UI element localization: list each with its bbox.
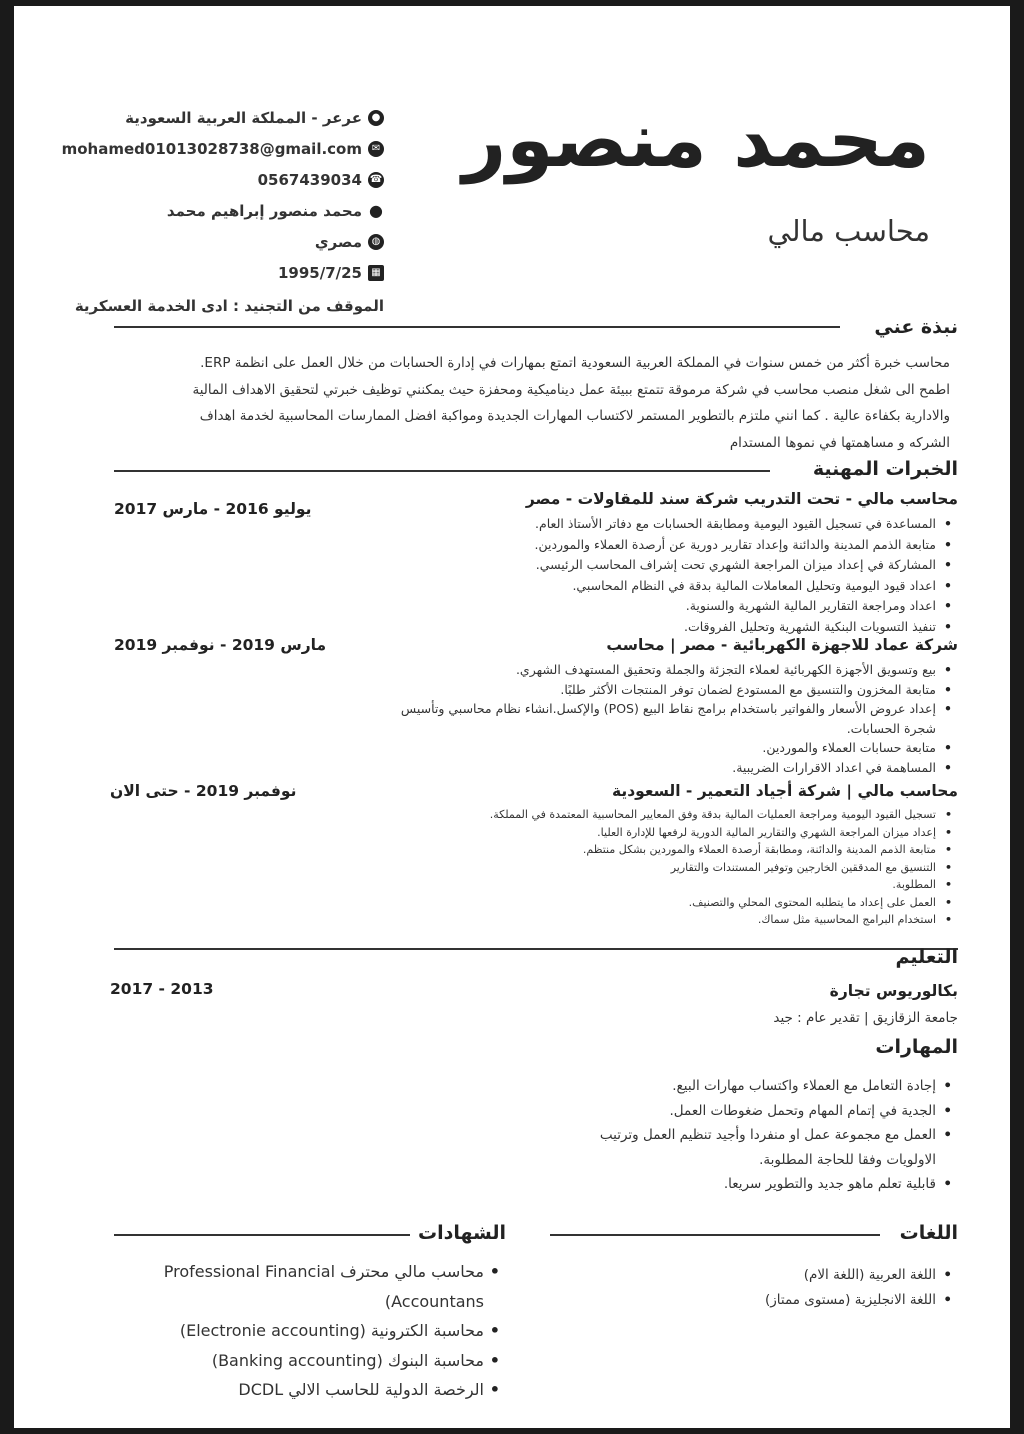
education-heading: التعليم xyxy=(895,946,958,968)
languages-heading: اللغات xyxy=(899,1222,958,1244)
list-item: • تسجيل القيود اليومية ومراجعة العمليات المالية بدقة وفق المعايير المحاسبية المعتمدة في المملكة. xyxy=(336,806,936,824)
languages-divider xyxy=(550,1234,880,1236)
resume-page xyxy=(14,6,1010,1428)
job-title: محاسب مالي xyxy=(767,214,930,248)
full-name-text: محمد منصور إبراهيم محمد xyxy=(166,201,362,220)
about-text xyxy=(110,350,950,456)
about-divider xyxy=(114,326,840,328)
contact-email[interactable] xyxy=(54,133,384,164)
person-icon: ● xyxy=(369,201,383,220)
list-item: • العمل مع مجموعة عمل او منفردا وأجيد تنظيم العمل وترتيب الاولويات وفقا للحاجة المطلوبة. xyxy=(586,1123,936,1172)
job-1-title: محاسب مالي - تحت التدريب شركة سند للمقاولات - مصر xyxy=(525,490,958,508)
phone-text[interactable]: 0567439034 xyxy=(257,170,362,189)
military-text: الموقف من التجنيد : ادى الخدمة العسكرية xyxy=(74,296,384,315)
certificates-heading: الشهادات xyxy=(417,1222,506,1244)
list-item: • محاسبة الكترونية (Electronie accounting) xyxy=(104,1316,484,1346)
list-item: • المساعدة في تسجيل القيود اليومية ومطابقة الحسابات مع دفاتر الأستاذ العام. xyxy=(376,514,936,535)
birth-date-text: 1995/7/25 xyxy=(277,263,362,282)
education-date: 2013 - 2017 xyxy=(110,980,214,998)
job-3-bullets xyxy=(336,806,958,929)
contact-nationality xyxy=(54,226,384,257)
list-item: • المساهمة في اعداد الاقرارات الضريبية. xyxy=(376,758,936,778)
job-2-bullets xyxy=(376,660,958,777)
education-details: جامعة الزقازيق | تقدير عام : جيد xyxy=(773,1010,958,1026)
job-2-date: مارس 2019 - نوفمبر 2019 xyxy=(114,636,327,654)
about-line: اطمح الى شغل منصب محاسب في شركة مرموقة تتمتع ببيئة عمل ديناميكية ومحفزة حيث يمكنني توظيف خبرتي لتحقيق الاهداف المالية xyxy=(192,381,950,398)
list-item: • إعداد عروض الأسعار والفواتير باستخدام برامج نقاط البيع (POS) والإكسل.انشاء نظام محاسبي وتأسيس شجرة الحسابات. xyxy=(376,699,936,738)
languages-list xyxy=(676,1263,958,1312)
certificates-divider xyxy=(114,1234,410,1236)
list-item: • الرخصة الدولية للحاسب الالي DCDL xyxy=(104,1375,484,1405)
nationality-text: مصري xyxy=(314,232,362,251)
skills-list xyxy=(586,1074,958,1197)
about-line: الشركه و مساهمتها في نموها المستدام xyxy=(729,434,950,451)
list-item: • استخدام البرامج المحاسبية مثل سماك. xyxy=(336,911,936,929)
list-item: • إجادة التعامل مع العملاء واكتساب مهارات البيع. xyxy=(586,1074,936,1099)
list-item: • التنسيق مع المدققين الخارجين وتوفير المستندات والتقارير xyxy=(336,859,936,877)
contact-birth-date xyxy=(54,257,384,288)
location-text: عرعر - المملكة العربية السعودية xyxy=(125,108,362,127)
list-item: • قابلية تعلم ماهو جديد والتطوير سريعا. xyxy=(586,1172,936,1197)
list-item: • إعداد ميزان المراجعة الشهري والتقارير المالية الدورية لرفعها للإدارة العليا. xyxy=(336,824,936,842)
list-item: • متابعة المخزون والتنسيق مع المستودع لضمان توفر المنتجات الأكثر طلبًا. xyxy=(376,680,936,700)
job-3-title: محاسب مالي | شركة أجياد التعمير - السعودية xyxy=(611,782,958,800)
list-item: • اللغة العربية (اللغة الام) xyxy=(676,1263,936,1288)
job-2-title: شركة عماد للاجهزة الكهربائية - مصر | محاسب xyxy=(606,636,958,654)
contact-phone[interactable] xyxy=(54,164,384,195)
about-line: والادارية بكفاءة عالية . كما انني ملتزم بالتطوير المستمر لاكتساب المهارات الجديدة ومواكبة افضل الممارسات المحاسبية لخدمة اهداف xyxy=(199,408,950,424)
list-item: • اللغة الانجليزية (مستوى ممتاز) xyxy=(676,1288,936,1313)
experience-divider xyxy=(114,470,770,472)
calendar-icon: ▦ xyxy=(368,265,384,281)
education-divider xyxy=(114,948,958,950)
envelope-icon: ✉ xyxy=(368,141,384,157)
job-1-date: يوليو 2016 - مارس 2017 xyxy=(114,500,312,518)
contact-full-name xyxy=(54,195,384,226)
list-item: • الجدية في إتمام المهام وتحمل ضغوطات العمل. xyxy=(586,1099,936,1124)
email-text[interactable]: mohamed01013028738@gmail.com xyxy=(61,139,362,158)
education-degree: بكالوريوس تجارة xyxy=(829,982,958,1000)
globe-icon: ◍ xyxy=(368,234,384,250)
list-item: • المطلوبة. xyxy=(336,876,936,894)
contact-location xyxy=(54,102,384,133)
list-item: • اعداد قيود اليومية وتحليل المعاملات المالية بدقة في النظام المحاسبي. xyxy=(376,576,936,597)
skills-heading: المهارات xyxy=(875,1036,958,1058)
candidate-name: محمد منصور xyxy=(462,95,930,184)
list-item: • المشاركة في إعداد ميزان المراجعة الشهري تحت إشراف المحاسب الرئيسي. xyxy=(376,555,936,576)
list-item: • متابعة الذمم المدينة والدائنة، ومطابقة أرصدة العملاء والموردين بشكل منتظم. xyxy=(336,841,936,859)
list-item: • متابعة الذمم المدينة والدائنة وإعداد تقارير دورية عن أرصدة العملاء والموردين. xyxy=(376,535,936,556)
experience-heading: الخبرات المهنية xyxy=(812,458,958,480)
contact-military xyxy=(54,290,384,321)
certificates-list xyxy=(104,1257,506,1405)
about-line: محاسب خبرة أكثر من خمس سنوات في المملكة العربية السعودية اتمتع بمهارات في إدارة الحسابات من خلال العمل على انظمة ERP. xyxy=(200,355,950,371)
about-heading: نبذة عني xyxy=(874,316,958,338)
list-item: • متابعة حسابات العملاء والموردين. xyxy=(376,738,936,758)
list-item: • محاسبة البنوك (Banking accounting) xyxy=(104,1346,484,1376)
list-item: • تنفيذ التسويات البنكية الشهرية وتحليل الفروقات. xyxy=(376,617,936,638)
job-1-bullets xyxy=(376,514,958,637)
list-item: • اعداد ومراجعة التقارير المالية الشهرية والسنوية. xyxy=(376,596,936,617)
contact-block xyxy=(54,102,384,321)
location-pin-icon: ● xyxy=(368,110,384,126)
list-item: • محاسب مالي محترف Professional Financial Accountans) xyxy=(104,1257,484,1316)
job-3-date: نوفمبر 2019 - حتى الان xyxy=(110,782,297,800)
phone-icon: ☎ xyxy=(368,172,384,188)
list-item: • بيع وتسويق الأجهزة الكهربائية لعملاء التجزئة والجملة وتحقيق المستهدف الشهري. xyxy=(376,660,936,680)
list-item: • العمل على إعداد ما يتطلبه المحتوى المحلي والتصنيف. xyxy=(336,894,936,912)
